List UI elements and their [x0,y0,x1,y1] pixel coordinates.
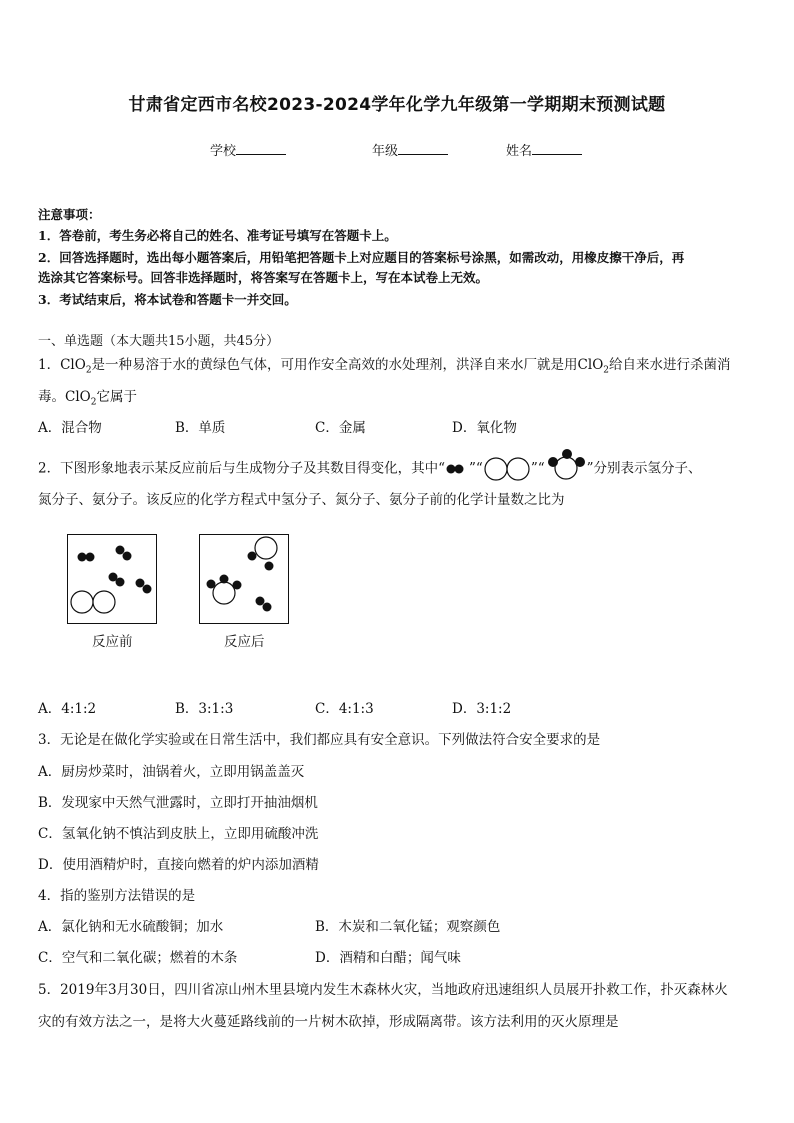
q2-text-b: ”“ [469,460,483,477]
q1-option-c[interactable]: C．金属 [315,420,366,436]
reaction-after-molecules [200,535,288,623]
q3-option-b[interactable]: B．发现家中天然气泄露时，立即打开抽油烟机 [38,795,318,811]
q4-option-d[interactable]: D．酒精和白醋；闻气味 [315,950,461,966]
school-label: 学校 [210,144,237,159]
hydrogen-atom [123,552,132,561]
notes-item-3: 3．考试结束后，将本试卷和答题卡一并交回。 [38,292,297,307]
q1-line2-sub: 2 [90,397,97,408]
q1-line2-a: 毒。ClO [38,389,91,405]
school-blank[interactable] [236,141,286,155]
grade-label: 年级 [372,144,399,159]
q2-option-d[interactable]: D．3:1:2 [452,701,512,717]
q1-line1 [38,353,731,376]
name-blank[interactable] [532,141,582,155]
q2-option-b[interactable]: B．3:1:3 [175,701,234,717]
notes-heading: 注意事项： [38,207,101,222]
q1-sub-2: 2 [603,365,609,376]
hydrogen-molecule-icon [445,462,469,476]
q1-text-b: 是一种易溶于水的黄绿色气体，可用作安全高效的水处理剂，洪泽自来水厂就是用ClO [91,357,604,373]
hydrogen-atom [143,585,152,594]
grade-field[interactable] [372,140,448,159]
q3-option-a[interactable]: A．厨房炒菜时，油锅着火，立即用锅盖盖灭 [38,764,305,780]
reaction-before-molecules [68,535,156,623]
section-heading: 一、单选题（本大题共15小题，共45分） [38,334,280,349]
q1-option-a[interactable]: A．混合物 [38,420,102,436]
reaction-before-box [67,534,157,624]
q2-line2: 氮分子、氨分子。该反应的化学方程式中氢分子、氮分子、氨分子前的化学计量数之比为 [38,492,565,508]
q2-text-a: 2．下图形象地表示某反应前后与生成物分子及其数目得变化，其中“ [38,460,445,477]
hydrogen-atom [136,579,145,588]
hydrogen-atom [220,575,229,584]
q4-stem: 4．指的鉴别方法错误的是 [38,888,196,904]
q2-line1 [38,453,702,485]
q3-stem: 3．无论是在做化学实验或在日常生活中，我们都应具有安全意识。下列做法符合安全要求的是 [38,732,601,748]
caption-before: 反应前 [92,634,133,650]
reaction-after-box [199,534,289,624]
q2-text-d: ”分别表示氢分子、 [586,460,702,477]
nitrogen-atom [93,591,115,613]
hydrogen-atom [86,553,95,562]
hydrogen-atom [207,580,216,589]
ammonia-molecule-icon [545,449,587,481]
caption-after: 反应后 [224,634,265,650]
grade-blank[interactable] [398,141,448,155]
hydrogen-atom [256,597,265,606]
q1-sub: 2 [85,365,92,376]
q2-text-c: ”“ [530,460,545,477]
q5-line2: 灾的有效方法之一，是将大火蔓延路线前的一片树木砍掉，形成隔离带。该方法利用的灭火原理是 [38,1014,619,1030]
hydrogen-atom [265,562,274,571]
hydrogen-atom [263,603,272,612]
notes-item-2-line1: 2．回答选择题时，选出每小题答案后，用铅笔把答题卡上对应题目的答案标号涂黑，如需改动，用橡皮擦干净后，再 [38,250,685,265]
q2-option-c[interactable]: C．4:1:3 [315,701,374,717]
q4-option-a[interactable]: A．氯化钠和无水硫酸铜；加水 [38,919,224,935]
q1-text-c: 给自来水进行杀菌消 [609,357,731,373]
hydrogen-atom [233,581,242,590]
q1-line2-b: 它属于 [96,389,137,405]
q1-text-a: 1．ClO [38,357,86,373]
school-field[interactable] [210,140,286,159]
q3-option-d[interactable]: D．使用酒精炉时，直接向燃着的炉内添加酒精 [38,857,319,873]
q5-line1: 5．2019年3月30日，四川省凉山州木里县境内发生木森林火灾，当地政府迅速组织人员展开扑救工作，扑灭森林火 [38,982,728,998]
q1-line2 [38,385,137,408]
page-title: 甘肃省定西市名校2023-2024学年化学九年级第一学期期末预测试题 [128,95,666,115]
q1-option-b[interactable]: B．单质 [175,420,226,436]
q4-option-c[interactable]: C．空气和二氧化碳；燃着的木条 [38,950,238,966]
nitrogen-atom [71,591,93,613]
q3-option-c[interactable]: C．氢氧化钠不慎沾到皮肤上，立即用硫酸冲洗 [38,826,319,842]
q1-option-d[interactable]: D．氧化物 [452,420,517,436]
nitrogen-atom [213,582,235,604]
notes-item-2-line2: 选涂其它答案标号。回答非选择题时，将答案写在答题卡上，写在本试卷上无效。 [38,270,489,285]
name-label: 姓名 [506,144,533,159]
name-field[interactable] [506,140,582,159]
nitrogen-molecule-icon [483,457,531,481]
nitrogen-atom [255,537,277,559]
hydrogen-atom [78,553,87,562]
q2-option-a[interactable]: A．4:1:2 [38,701,97,717]
hydrogen-atom [248,552,257,561]
notes-item-1: 1．答卷前，考生务必将自己的姓名、准考证号填写在答题卡上。 [38,228,397,243]
q4-option-b[interactable]: B．木炭和二氧化锰；观察颜色 [315,919,501,935]
hydrogen-atom [116,578,125,587]
hydrogen-atom [116,546,125,555]
